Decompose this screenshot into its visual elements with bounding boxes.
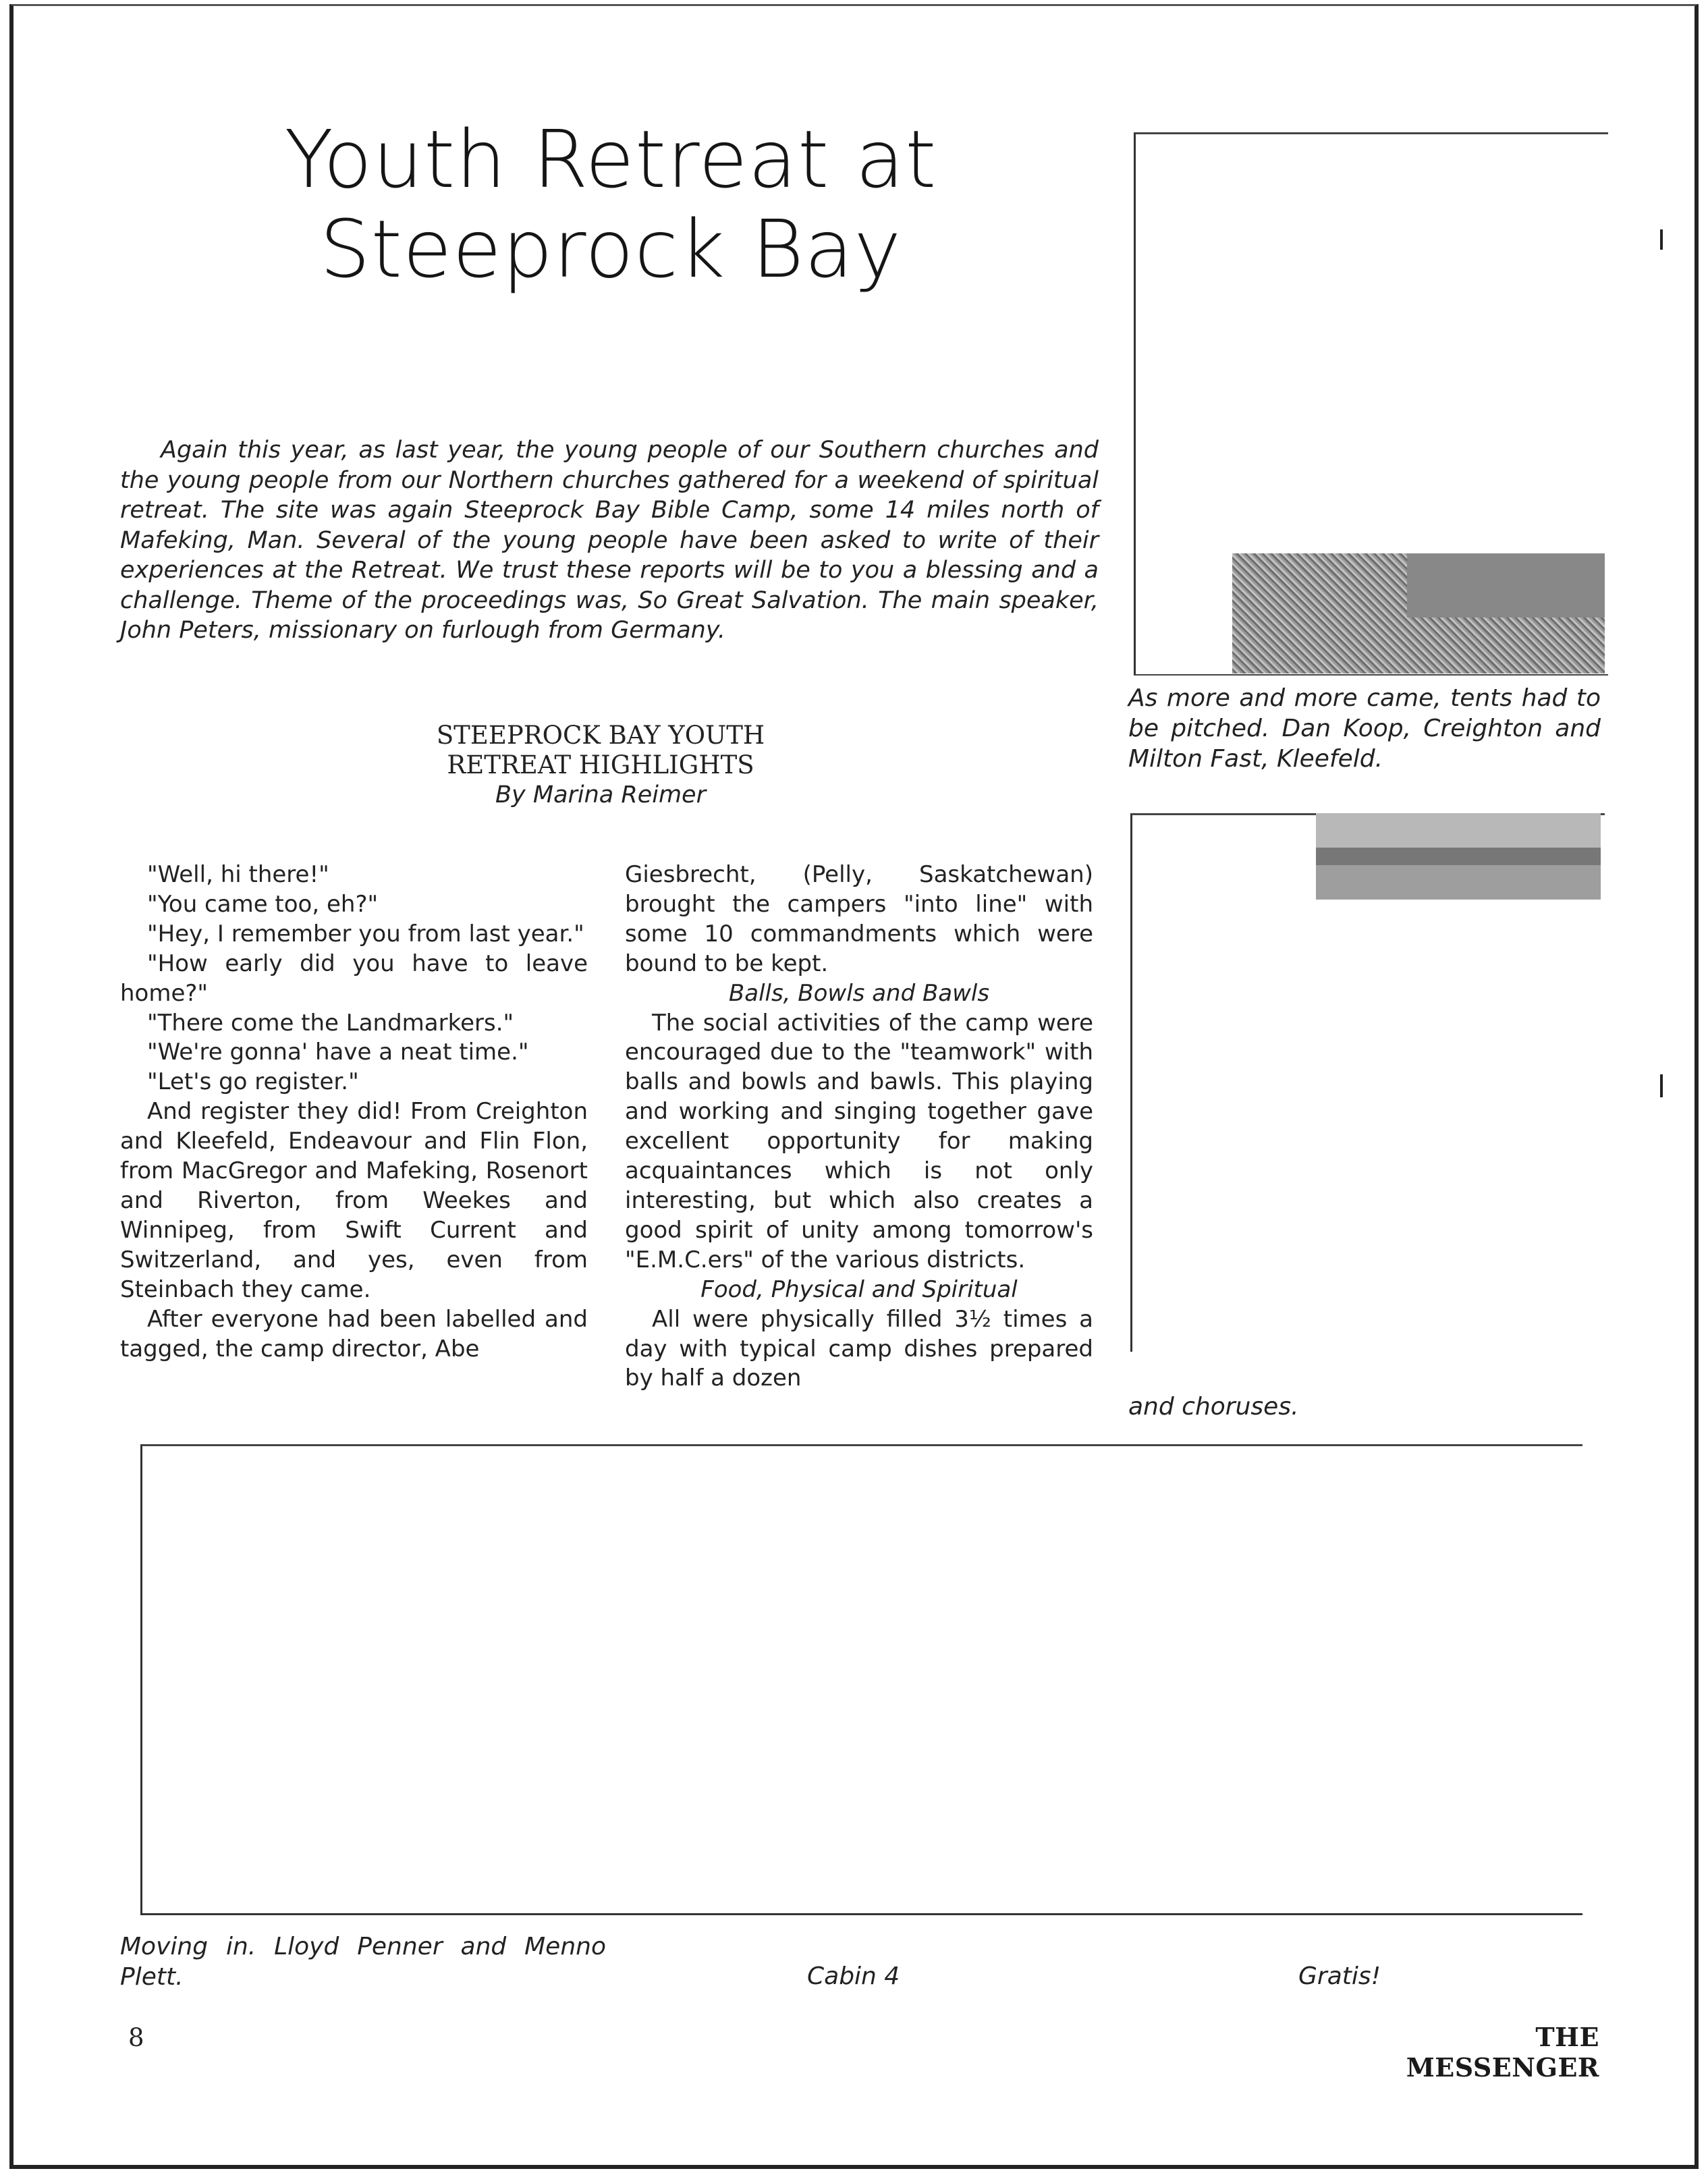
caption-gratis: Gratis!	[1298, 1962, 1381, 1990]
section-heading	[256, 721, 945, 810]
photo-moving-in	[140, 1444, 1582, 1915]
title-line-2: Steeprock Bay	[319, 202, 902, 296]
text-column-2	[625, 860, 1093, 1394]
margin-mark	[1660, 1074, 1663, 1097]
paragraph: Giesbrecht, (Pelly, Saskatchewan) brought the campers "into line" with some 10 commandments which were bound to be kept.	[625, 861, 1093, 977]
paragraph: "Let's go register."	[147, 1068, 359, 1096]
photo-tents-image-top	[1407, 553, 1605, 617]
caption-tents: As more and more came, tents had to be pitched. Dan Koop, Creighton and Milton Fast, Kleefeld.	[1128, 684, 1601, 773]
paragraph: "There come the Landmarkers."	[147, 1009, 514, 1037]
paragraph: "We're gonna' have a neat time."	[147, 1039, 529, 1066]
caption-choruses: and choruses.	[1128, 1393, 1299, 1421]
article-title	[256, 115, 965, 295]
caption-cabin: Cabin 4	[807, 1962, 900, 1990]
publication-name: THE MESSENGER	[1406, 2022, 1599, 2083]
paragraph: The social activities of the camp were encouraged due to the "teamwork" with balls and bowls and bawls. This playing and working and singing together gave excellent opportunity for making acquaintances which is not only interesting, but which also creates a good spirit of unity among tomorrow's "E.M.C.ers" of the various districts.	[625, 1009, 1093, 1273]
title-line-1: Youth Retreat at	[284, 113, 937, 206]
subheading-food-physical-spiritual: Food, Physical and Spiritual	[700, 1275, 1018, 1303]
margin-mark	[1660, 229, 1663, 250]
caption-moving-in: Moving in. Lloyd Penner and Menno Plett.	[120, 1933, 606, 1991]
byline: By Marina Reimer	[495, 781, 706, 808]
section-heading-line-2: RETREAT HIGHLIGHTS	[447, 750, 754, 779]
intro-paragraph: Again this year, as last year, the young people of our Southern churches and the young people from our Northern churches gathered for a weekend of spiritual retreat. The site was again Steeprock Bay Bible Camp, some 14 miles north of Mafeking, Man. Several of the young people have been asked to write of their experiences at the Retreat. We trust these reports will be to you a blessing and a challenge. Theme of the proceedings was, So Great Salvation. The main speaker, John Peters, missionary on furlough from Germany.	[120, 437, 1099, 644]
paragraph: All were physically filled 3½ times a day with typical camp dishes prepared by half a dozen	[625, 1305, 1093, 1392]
paragraph: And register they did! From Creighton and Kleefeld, Endeavour and Flin Flon, from MacGregor and Mafeking, Rosenort and Riverton, from Weekes and Winnipeg, from Swift Current and Switzerland, and yes, even from Steinbach they came.	[120, 1098, 588, 1303]
paragraph: "How early did you have to leave home?"	[120, 950, 588, 1007]
paragraph: "Hey, I remember you from last year."	[147, 920, 584, 947]
paragraph: "Well, hi there!"	[147, 861, 329, 888]
article-intro	[120, 435, 1099, 646]
paragraph: After everyone had been labelled and tagged, the camp director, Abe	[120, 1305, 588, 1363]
section-heading-line-1: STEEPROCK BAY YOUTH	[436, 721, 765, 750]
photo-choruses-image	[1316, 813, 1601, 900]
paragraph: "You came too, eh?"	[147, 890, 379, 918]
page-number: 8	[128, 2023, 144, 2052]
text-column-1	[120, 860, 588, 1364]
subheading-balls-bowls-bawls: Balls, Bowls and Bawls	[728, 979, 990, 1007]
